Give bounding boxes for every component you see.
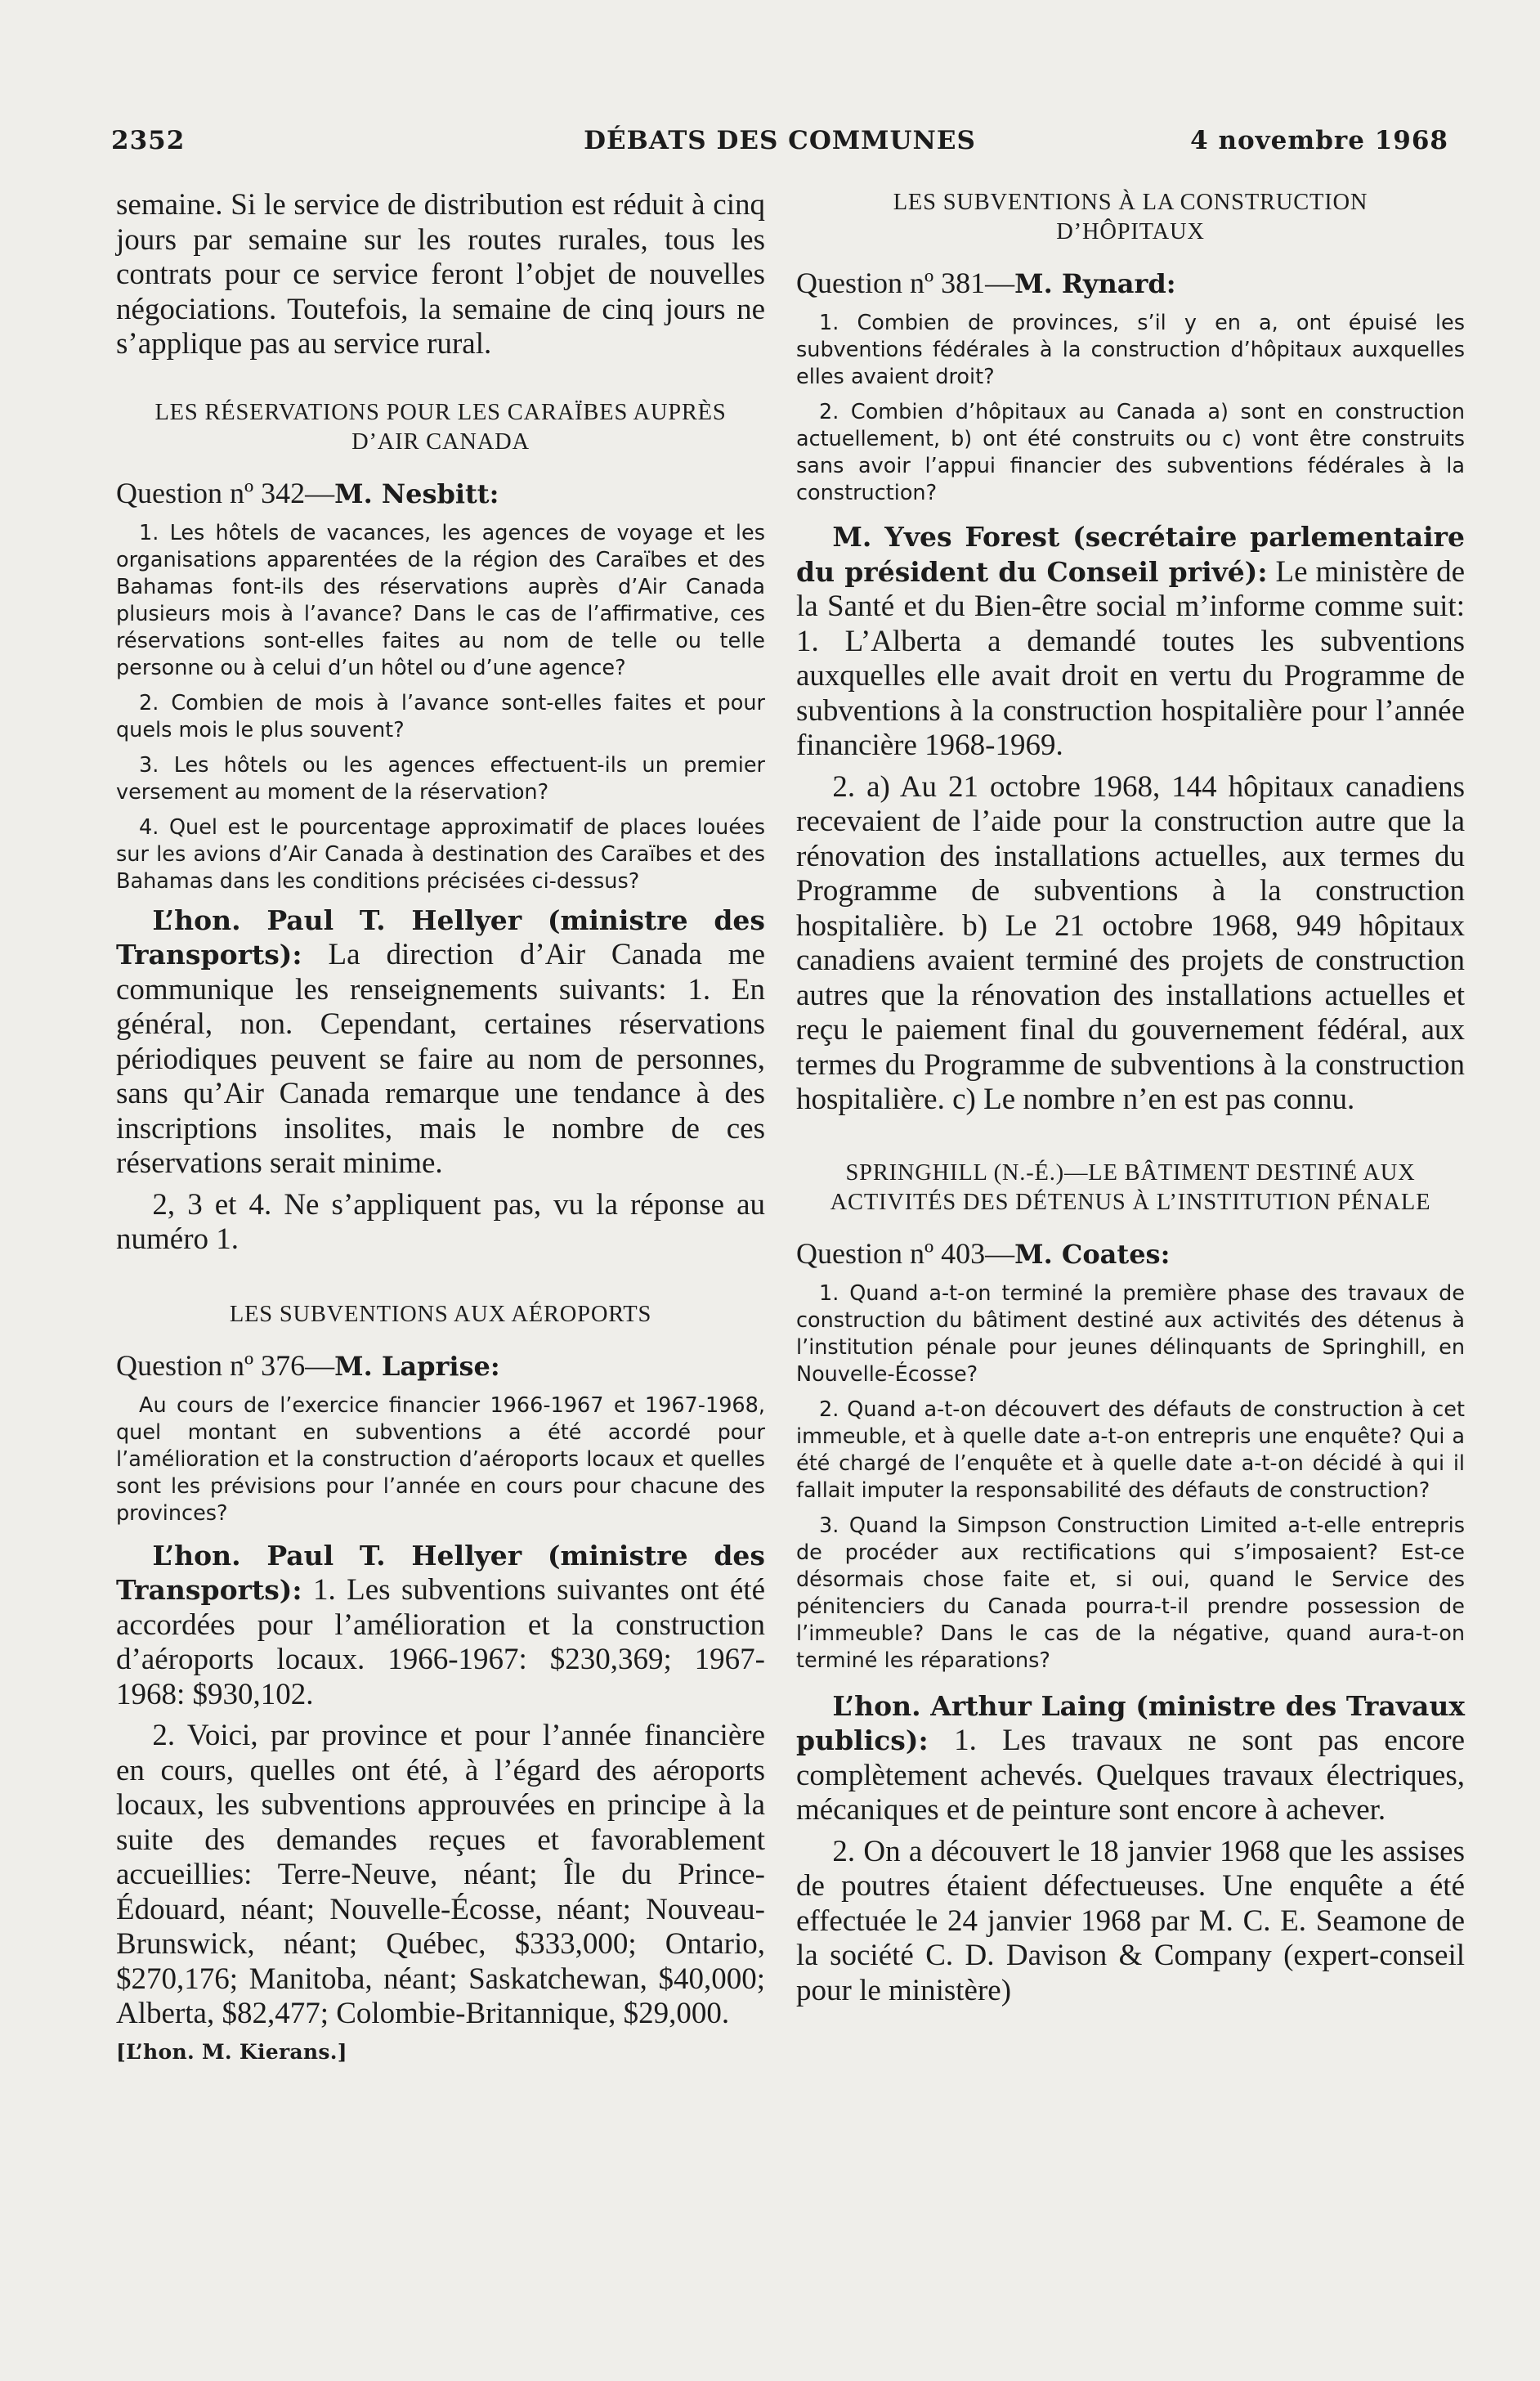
answer-paragraph — [116, 904, 765, 1182]
question-item: 3. Quand la Simpson Construction Limited a-t-elle entrepris de procéder aux rectifications qui s’imposaient? Est-ce désormais chose faite et, si oui, quand le Service des pénitenciers du Canada pourra-t-il prendre possession de l’immeuble? Dans le cas de la négative, quand aura-t-on terminé les réparations? — [796, 1513, 1465, 1673]
answer-paragraph-2: 2. Voici, par province et pour l’année financière en cours, quelles ont été, à l’égard des aéroports locaux, les subventions approuvées en principe à la suite des demandes reçues et favorablement accueillies: Terre-Neuve, néant; Île du Prince-Édouard, néant; Nouvelle-Écosse, néant; Nouveau-Brunswick, néant; Québec, $333,000; Ontario, $270,176; Manitoba, néant; Saskatchewan, $40,000; Alberta, $82,477; Colombie-Britannique, $29,000. — [116, 1719, 765, 2030]
right-column — [796, 188, 1465, 2316]
question-item: 4. Quel est le pourcentage approximatif de places louées sur les avions d’Air Canada à destination des Caraïbes et des Bahamas dans les conditions précisées ci-dessus? — [116, 814, 765, 894]
question-item: 2. Combien d’hôpitaux au Canada a) sont en construction actuellement, b) ont été construits ou c) vont être construits sans avoir l’appui financier des subventions fédérales à la construction? — [796, 400, 1465, 505]
question-line-381 — [796, 265, 1465, 302]
answer-text: Le ministère de la Santé et du Bien-être social m’informe comme suit: 1. L’Alberta a demandé toutes les subventions auxquelles elle avait droit en vertu du Programme de subventions à la construction hospitalière pour l’année financière 1968-1969. — [796, 554, 1466, 762]
question-member: M. Coates: — [1014, 1238, 1171, 1270]
section-heading-springhill: SPRINGHILL (N.-É.)—LE BÂTIMENT DESTINÉ AUX ACTIVITÉS DES DÉTENUS À L’INSTITUTION PÉNALE — [830, 1159, 1431, 1215]
question-member: M. Laprise: — [334, 1350, 500, 1382]
issue-date: 4 novembre 1968 — [1190, 126, 1448, 155]
answer-text: 1. Les subventions suivantes ont été accordées pour l’amélioration et la construction d’aéroports locaux. 1966-1967: $230,369; 1967-1968: $930,102. — [116, 1573, 765, 1711]
answer-text: La direction d’Air Canada me communique les renseignements suivants: 1. En général, non. Cependant, certaines réservations périodiques peuvent se faire au nom de personnes, sans qu’Air Canada remarque une tendance à des inscriptions insolites, mais le nombre de ces réservations serait minime. — [116, 938, 765, 1180]
answer-followup: 2, 3 et 4. Ne s’appliquent pas, vu la réponse au numéro 1. — [116, 1187, 765, 1256]
running-header — [111, 126, 1448, 167]
answer-paragraph — [796, 1689, 1465, 1828]
page-number: 2352 — [111, 126, 186, 155]
section-heading-caraibes: LES RÉSERVATIONS POUR LES CARAÏBES AUPRÈS D’AIR CANADA — [154, 399, 727, 455]
intro-paragraph: semaine. Si le service de distribution est réduit à cinq jours par semaine sur les routes rurales, tous les contrats pour ce service feront l’objet de nouvelles négociations. Toutefois, la semaine de cinq jours ne s’applique pas au service rural. — [116, 188, 765, 361]
question-member: M. Nesbitt: — [334, 478, 499, 509]
speaker-name: L’hon. Paul T. Hellyer (ministre des Transports): — [116, 1539, 765, 1606]
question-number: Question nº 381— — [796, 267, 1015, 299]
section-heading-hopitaux: LES SUBVENTIONS À LA CONSTRUCTION D’HÔPITAUX — [893, 190, 1368, 244]
speaker-name: L’hon. Arthur Laing (ministre des Travaux publics): — [796, 1689, 1465, 1756]
answer-text: 1. Les travaux ne sont pas encore complètement achevés. Quelques travaux électriques, mécaniques et de peinture sont encore à achever. — [796, 1724, 1465, 1827]
question-item: 1. Quand a-t-on terminé la première phase des travaux de construction du bâtiment destiné aux activités des détenus à l’institution pénale pour jeunes délinquants de Springhill, en Nouvelle-Écosse? — [796, 1280, 1465, 1387]
answer-paragraph-2: 2. On a découvert le 18 janvier 1968 que les assises de poutres étaient défectueuses. Une enquête a été effectuée le 24 janvier 1968 par M. C. E. Seamone de la société C. D. Davison & Company (expert-conseil pour le ministère) — [796, 1834, 1465, 2007]
answer-paragraph — [796, 520, 1465, 764]
question-member: M. Rynard: — [1014, 268, 1176, 299]
question-number: Question nº 403— — [796, 1236, 1015, 1270]
question-number: Question nº 342— — [116, 476, 335, 509]
question-item: 2. Combien de mois à l’avance sont-elles faites et pour quels mois le plus souvent? — [116, 690, 765, 742]
publication-title: DÉBATS DES COMMUNES — [584, 126, 976, 155]
question-number: Question nº 376— — [116, 1348, 335, 1382]
speaker-name: M. Yves Forest (secrétaire parlementaire du président du Conseil privé): — [796, 521, 1465, 588]
question-line-376 — [116, 1347, 765, 1384]
question-item: 1. Combien de provinces, s’il y en a, ont épuisé les subventions fédérales à la construction d’hôpitaux auxquelles elles avaient droit? — [796, 311, 1465, 389]
answer-paragraph — [116, 1539, 765, 1713]
question-line-342 — [116, 475, 765, 512]
question-item: 3. Les hôtels ou les agences effectuent-ils un premier versement au moment de la réservation? — [116, 752, 765, 805]
speaker-name: L’hon. Paul T. Hellyer (ministre des Transports): — [116, 904, 765, 971]
question-item: 2. Quand a-t-on découvert des défauts de construction à cet immeuble, et à quelle date a-t-on entrepris une enquête? Qui a été chargé de l’enquête et à quelle date a-t-on décidé à qui il fallait imputer la responsabilité des défauts de construction? — [796, 1397, 1465, 1503]
question-item: Au cours de l’exercice financier 1966-1967 et 1967-1968, quel montant en subventions a été accordé pour l’amélioration et la construction d’aéroports locaux et quelles sont les prévisions pour l’année en cours pour chacune des provinces? — [116, 1392, 765, 1526]
question-item: 1. Les hôtels de vacances, les agences de voyage et les organisations apparentées de la région des Caraïbes et des Bahamas font-ils des réservations auprès d’Air Canada plusieurs mois à l’avance? Dans le cas de l’affirmative, ces réservations sont-elles faites au nom de telle ou telle personne ou à celui d’un hôtel ou d’une agence? — [116, 520, 765, 680]
section-heading-aeroports: LES SUBVENTIONS AUX AÉROPORTS — [229, 1301, 652, 1327]
answer-paragraph-2: 2. a) Au 21 octobre 1968, 144 hôpitaux canadiens recevaient de l’aide pour la construction autre que la rénovation des installations actuelles, aux termes du Programme de subventions à la construction hospitalière. b) Le 21 octobre 1968, 949 hôpitaux canadiens avaient terminé des projets de construction autres que la rénovation des installations actuelles et reçu le paiement final du gouvernement fédéral, aux termes du Programme de subventions à la construction hospitalière. c) Le nombre n’en est pas connu. — [796, 769, 1465, 1116]
question-line-403 — [796, 1235, 1465, 1272]
left-column — [116, 188, 765, 2316]
speaker-attribution: [L’hon. M. Kierans.] — [116, 2039, 347, 2064]
